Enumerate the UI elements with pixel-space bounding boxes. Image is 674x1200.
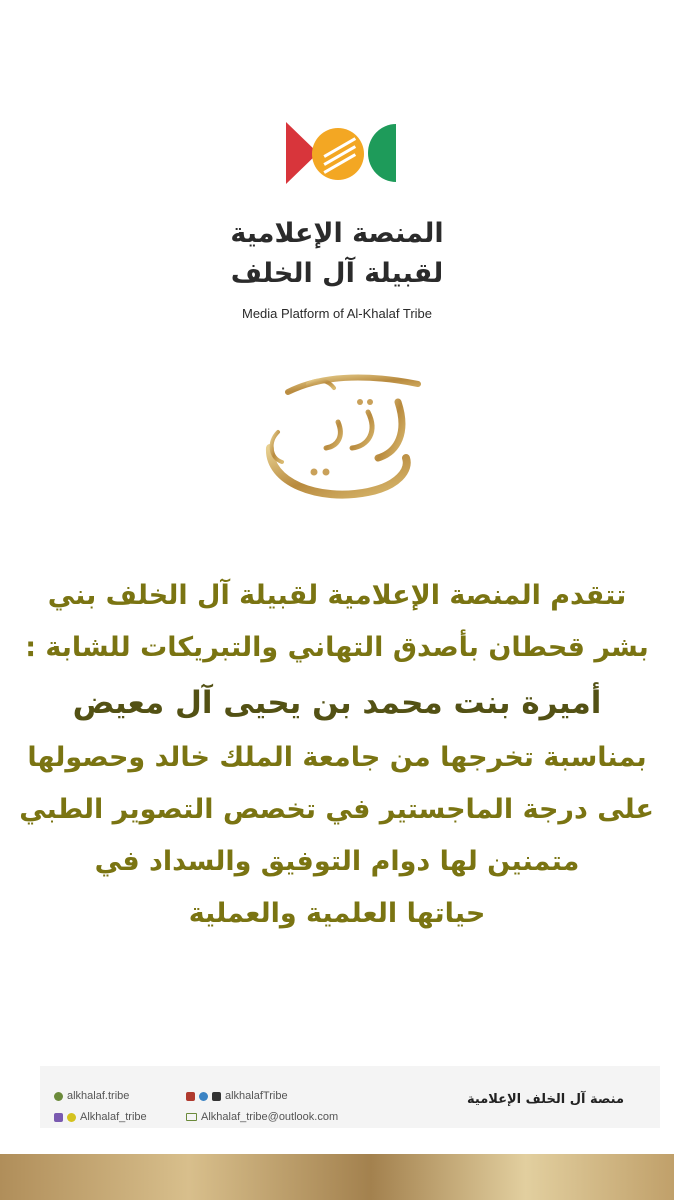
footer-social-handle[interactable]: alkhalafTribe — [186, 1090, 288, 1102]
footer-email[interactable]: Alkhalaf_tribe@outlook.com — [186, 1111, 338, 1123]
instagram-icon — [54, 1113, 63, 1122]
message-line-4: على درجة الماجستير في تخصص التصوير الطبي — [19, 794, 654, 825]
logo-orange-circle — [312, 128, 364, 180]
telegram-icon — [199, 1092, 208, 1101]
facebook-icon — [54, 1092, 63, 1101]
footer-facebook[interactable]: alkhalaf.tribe — [54, 1090, 129, 1102]
youtube-icon — [186, 1092, 195, 1101]
message-line-3: بمناسبة تخرجها من جامعة الملك خالد وحصولها — [27, 742, 647, 773]
brand-logo — [284, 120, 400, 186]
brand-name-english: Media Platform of Al-Khalaf Tribe — [241, 306, 433, 321]
message-line-2: بشر قحطان بأصدق التهاني والتبريكات للشابة : — [25, 632, 649, 663]
footer-snap-insta[interactable]: Alkhalaf_tribe — [54, 1111, 147, 1123]
footer-platform-name: منصة آل الخلف الإعلامية — [467, 1092, 624, 1107]
message-line-6: حياتها العلمية والعملية — [188, 898, 486, 929]
congratulation-message — [20, 570, 654, 940]
message-line-1: تتقدم المنصة الإعلامية لقبيلة آل الخلف بني — [47, 580, 627, 611]
brand-name-arabic-line2: لقبيلة آل الخلف — [230, 258, 444, 289]
brand-name-arabic-line1: المنصة الإعلامية — [230, 218, 444, 249]
x-icon — [212, 1092, 221, 1101]
mail-icon — [186, 1113, 197, 1121]
footer-bar — [40, 1066, 660, 1128]
message-line-5: متمنين لها دوام التوفيق والسداد في — [94, 846, 580, 877]
gold-bottom-band — [0, 1154, 674, 1200]
snapchat-icon — [67, 1113, 76, 1122]
logo-green-half-circle — [368, 124, 396, 182]
congratulations-calligraphy — [248, 362, 428, 512]
graduate-name: أميرة بنت محمد بن يحيى آل معيض — [72, 685, 602, 721]
